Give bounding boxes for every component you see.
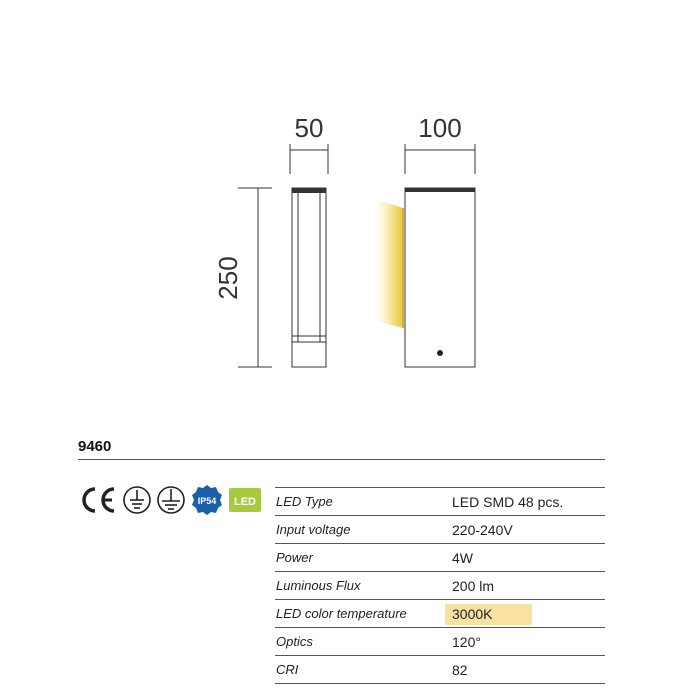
specifications-table: [275, 487, 605, 684]
spec-label: CRI: [276, 662, 299, 677]
spec-value: 82: [452, 662, 468, 678]
spec-value: 4W: [452, 550, 473, 566]
spec-row-cri: [275, 655, 605, 684]
spec-value: LED SMD 48 pcs.: [452, 494, 564, 510]
fixture-side-view: [292, 188, 326, 367]
led-badge-icon: [228, 486, 262, 514]
fixture-front-view: [403, 188, 475, 367]
spec-row-luminous-flux: [275, 571, 605, 599]
spec-label: Power: [276, 550, 313, 565]
earth-ground-icon: [156, 485, 186, 515]
spec-row-color-temperature: [275, 599, 605, 627]
spec-value: 200 lm: [452, 578, 495, 594]
height-dimension-line: [238, 188, 272, 367]
width-dimension-line: [290, 144, 328, 174]
spec-label: LED color temperature: [276, 606, 407, 621]
spec-value: 120°: [452, 634, 481, 650]
spec-row-input-voltage: [275, 515, 605, 543]
ip-rating-icon: [190, 483, 224, 517]
class-one-icon: [122, 485, 152, 515]
spec-label: LED Type: [276, 494, 333, 509]
product-model-number: 9460: [78, 438, 112, 455]
spec-label: Input voltage: [276, 522, 351, 537]
spec-row-optics: [275, 627, 605, 655]
ce-mark-icon: [78, 485, 118, 515]
divider: [78, 459, 605, 460]
certification-icons: [78, 484, 262, 516]
height-dimension-label: 250: [213, 256, 243, 300]
spec-value-highlighted: 3000K: [445, 604, 532, 625]
width-dimension-label: 50: [294, 113, 324, 143]
spec-label: Optics: [276, 634, 313, 649]
spec-label: Luminous Flux: [276, 578, 361, 593]
depth-dimension-line: [405, 144, 475, 174]
light-beam: [372, 198, 403, 328]
spec-row-power: [275, 543, 605, 571]
svg-text:IP54: IP54: [197, 496, 217, 506]
depth-dimension-label: 100: [418, 113, 462, 143]
spec-row-led-type: [275, 487, 605, 515]
svg-text:LED: LED: [234, 496, 256, 508]
spec-value: 220-240V: [452, 522, 513, 538]
